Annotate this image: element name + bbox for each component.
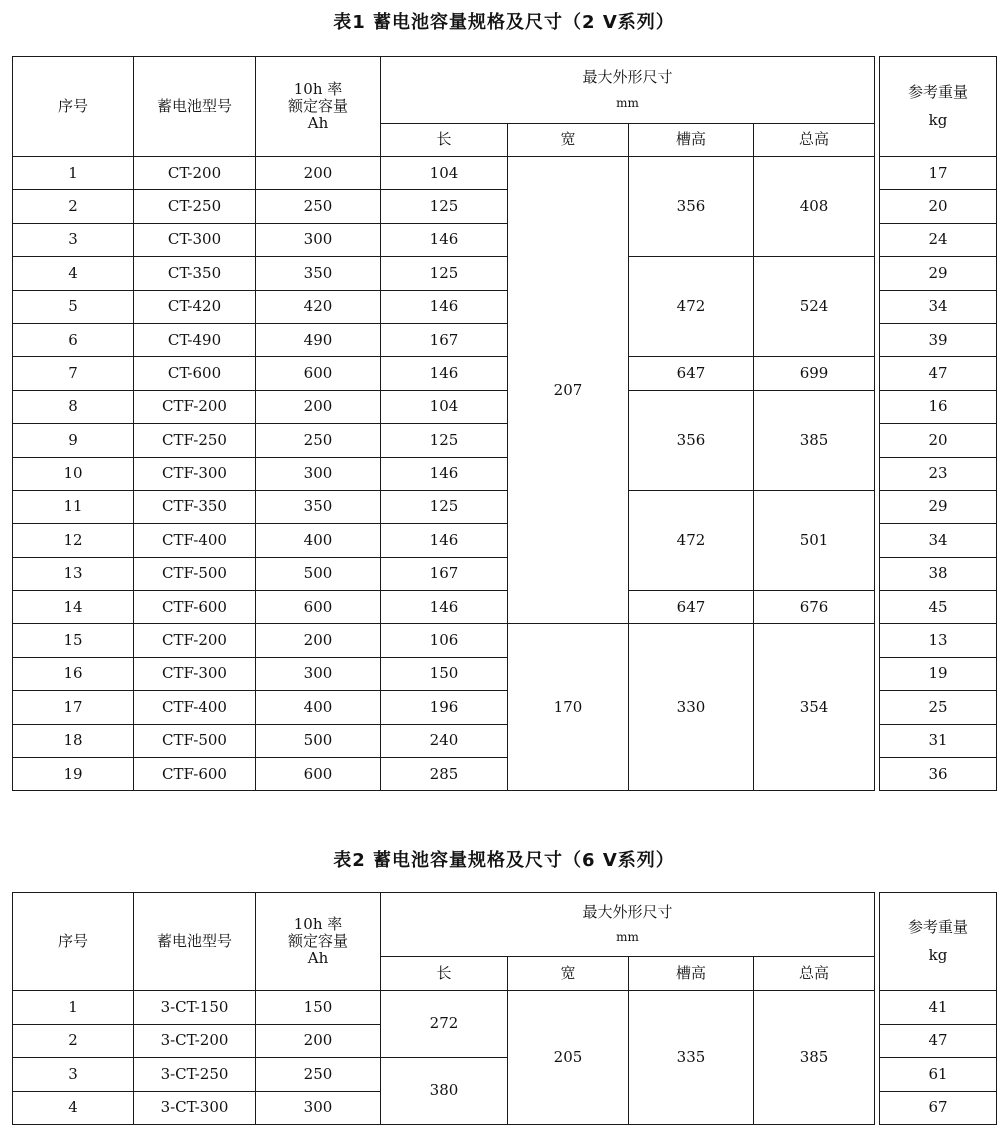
t1-length: 167 <box>381 323 508 356</box>
t1-length: 104 <box>381 390 508 423</box>
t1-capacity: 420 <box>256 290 381 323</box>
t1-model: CT-200 <box>134 157 256 190</box>
t1-weight: 29 <box>880 490 997 523</box>
t2-weight-label: 参考重量 <box>908 918 969 937</box>
t2-header-length: 长 <box>381 957 508 991</box>
t1-header-tank-height: 槽高 <box>629 124 754 157</box>
t1-seq: 5 <box>13 290 134 323</box>
t1-seq: 4 <box>13 257 134 290</box>
t1-model: CT-350 <box>134 257 256 290</box>
t2-tank-height: 335 <box>629 991 754 1125</box>
t1-weight-unit: kg <box>928 110 948 129</box>
t2-dims-label: 最大外形尺寸 <box>582 902 673 921</box>
t1-model: CTF-600 <box>134 758 256 791</box>
t2-capacity: 250 <box>256 1058 381 1092</box>
t1-tank-g7: 330 <box>629 624 754 791</box>
t2-header-width: 宽 <box>508 957 629 991</box>
t2-model: 3-CT-200 <box>134 1024 256 1058</box>
t1-total-g3: 699 <box>754 357 875 390</box>
t2-total-height: 385 <box>754 991 875 1125</box>
t1-capacity: 400 <box>256 691 381 724</box>
t1-seq: 3 <box>13 223 134 256</box>
t1-model: CT-250 <box>134 190 256 223</box>
t1-header-weight <box>880 57 997 157</box>
t2-model: 3-CT-300 <box>134 1091 256 1125</box>
t2-capacity-line1: 10h 率 <box>293 914 343 933</box>
t1-total-g1: 408 <box>754 157 875 257</box>
t1-length: 146 <box>381 591 508 624</box>
t1-capacity: 200 <box>256 624 381 657</box>
t2-seq: 1 <box>13 991 134 1025</box>
t1-seq: 12 <box>13 524 134 557</box>
t1-capacity-line2: 额定容量 <box>287 96 348 115</box>
t1-model: CT-600 <box>134 357 256 390</box>
t1-model: CT-300 <box>134 223 256 256</box>
t1-capacity: 400 <box>256 524 381 557</box>
t1-model: CTF-350 <box>134 490 256 523</box>
t1-capacity: 500 <box>256 724 381 757</box>
t1-length: 125 <box>381 424 508 457</box>
t2-length-272: 272 <box>381 991 508 1058</box>
t1-weight-label: 参考重量 <box>908 83 969 102</box>
t2-capacity: 300 <box>256 1091 381 1125</box>
t1-seq: 1 <box>13 157 134 190</box>
t1-header-length: 长 <box>381 124 508 157</box>
t1-length: 125 <box>381 490 508 523</box>
t1-weight: 45 <box>880 591 997 624</box>
t1-header-capacity <box>256 57 381 157</box>
t2-width: 205 <box>508 991 629 1125</box>
t1-seq: 13 <box>13 557 134 590</box>
t1-length: 196 <box>381 691 508 724</box>
t1-tank-g6: 647 <box>629 591 754 624</box>
t1-seq: 18 <box>13 724 134 757</box>
t1-seq: 9 <box>13 424 134 457</box>
t1-capacity: 250 <box>256 190 381 223</box>
t1-seq: 8 <box>13 390 134 423</box>
t1-seq: 14 <box>13 591 134 624</box>
t1-model: CTF-300 <box>134 457 256 490</box>
t1-weight: 39 <box>880 323 997 356</box>
t1-seq: 15 <box>13 624 134 657</box>
t1-tank-g3: 647 <box>629 357 754 390</box>
t1-length: 150 <box>381 657 508 690</box>
t1-weight: 17 <box>880 157 997 190</box>
t1-width-207: 207 <box>508 157 629 624</box>
t1-header-model: 蓄电池型号 <box>134 57 256 157</box>
t1-width-170: 170 <box>508 624 629 791</box>
t1-weight: 19 <box>880 657 997 690</box>
t1-tank-g4: 356 <box>629 390 754 490</box>
t2-weight: 47 <box>880 1024 997 1058</box>
t1-capacity: 300 <box>256 457 381 490</box>
t1-capacity: 200 <box>256 390 381 423</box>
t1-model: CTF-200 <box>134 624 256 657</box>
t1-capacity: 600 <box>256 591 381 624</box>
t2-header-dims <box>381 893 875 957</box>
t1-length: 125 <box>381 190 508 223</box>
table2 <box>12 892 997 1125</box>
t2-capacity: 200 <box>256 1024 381 1058</box>
t1-model: CTF-400 <box>134 691 256 724</box>
t1-capacity: 350 <box>256 257 381 290</box>
t2-header-capacity <box>256 893 381 991</box>
t1-total-g2: 524 <box>754 257 875 357</box>
t1-model: CT-420 <box>134 290 256 323</box>
t1-header-total-height: 总高 <box>754 124 875 157</box>
t1-model: CTF-600 <box>134 591 256 624</box>
t1-weight: 31 <box>880 724 997 757</box>
t2-capacity: 150 <box>256 991 381 1025</box>
t1-seq: 10 <box>13 457 134 490</box>
t1-capacity: 600 <box>256 357 381 390</box>
t1-seq: 16 <box>13 657 134 690</box>
t1-length: 125 <box>381 257 508 290</box>
t1-capacity: 250 <box>256 424 381 457</box>
t1-seq: 2 <box>13 190 134 223</box>
t2-seq: 2 <box>13 1024 134 1058</box>
t1-weight: 29 <box>880 257 997 290</box>
t1-model: CTF-500 <box>134 557 256 590</box>
t1-weight: 36 <box>880 758 997 791</box>
t1-model: CTF-200 <box>134 390 256 423</box>
t1-weight: 20 <box>880 424 997 457</box>
t1-length: 106 <box>381 624 508 657</box>
t1-total-g4: 385 <box>754 390 875 490</box>
table2-title: 表2 蓄电池容量规格及尺寸（6 V系列） <box>333 850 675 871</box>
t1-length: 146 <box>381 223 508 256</box>
t1-seq: 11 <box>13 490 134 523</box>
t1-weight: 23 <box>880 457 997 490</box>
t2-capacity-unit: Ah <box>307 949 329 968</box>
t2-dims-unit: mm <box>616 930 639 945</box>
t2-model: 3-CT-250 <box>134 1058 256 1092</box>
t1-model: CTF-250 <box>134 424 256 457</box>
t2-header-weight <box>880 893 997 991</box>
t1-length: 146 <box>381 524 508 557</box>
t1-capacity: 490 <box>256 323 381 356</box>
t1-seq: 6 <box>13 323 134 356</box>
t1-capacity: 300 <box>256 657 381 690</box>
t1-tank-g1: 356 <box>629 157 754 257</box>
t2-seq: 3 <box>13 1058 134 1092</box>
t1-dims-label: 最大外形尺寸 <box>582 68 673 87</box>
t1-capacity: 600 <box>256 758 381 791</box>
t1-length: 146 <box>381 457 508 490</box>
t1-seq: 7 <box>13 357 134 390</box>
t1-weight: 38 <box>880 557 997 590</box>
t2-capacity-line2: 额定容量 <box>287 931 348 950</box>
t1-capacity-line1: 10h 率 <box>293 79 343 98</box>
t2-header-seq: 序号 <box>13 893 134 991</box>
t1-weight: 20 <box>880 190 997 223</box>
t1-weight: 24 <box>880 223 997 256</box>
t1-header-seq: 序号 <box>13 57 134 157</box>
t1-tank-g2: 472 <box>629 257 754 357</box>
table1-title: 表1 蓄电池容量规格及尺寸（2 V系列） <box>333 12 675 33</box>
t1-length: 146 <box>381 290 508 323</box>
t2-header-total-height: 总高 <box>754 957 875 991</box>
t1-weight: 34 <box>880 524 997 557</box>
t1-dims-unit: mm <box>616 95 639 110</box>
t1-capacity: 500 <box>256 557 381 590</box>
t1-total-g7: 354 <box>754 624 875 791</box>
t1-total-g6: 676 <box>754 591 875 624</box>
t1-capacity: 300 <box>256 223 381 256</box>
t1-seq: 17 <box>13 691 134 724</box>
t1-length: 285 <box>381 758 508 791</box>
t1-capacity-unit: Ah <box>307 114 329 133</box>
t2-weight: 41 <box>880 991 997 1025</box>
t1-length: 104 <box>381 157 508 190</box>
table1 <box>12 56 997 791</box>
t1-length: 146 <box>381 357 508 390</box>
t1-weight: 25 <box>880 691 997 724</box>
t2-weight: 67 <box>880 1091 997 1125</box>
t1-capacity: 200 <box>256 157 381 190</box>
t1-model: CTF-500 <box>134 724 256 757</box>
t1-header-dims <box>381 57 875 124</box>
t2-header-model: 蓄电池型号 <box>134 893 256 991</box>
t1-weight: 13 <box>880 624 997 657</box>
t1-capacity: 350 <box>256 490 381 523</box>
t1-model: CTF-400 <box>134 524 256 557</box>
t1-weight: 47 <box>880 357 997 390</box>
t1-length: 240 <box>381 724 508 757</box>
t1-header-width: 宽 <box>508 124 629 157</box>
t2-weight: 61 <box>880 1058 997 1092</box>
t1-length: 167 <box>381 557 508 590</box>
t2-model: 3-CT-150 <box>134 991 256 1025</box>
t1-weight: 34 <box>880 290 997 323</box>
t1-model: CT-490 <box>134 323 256 356</box>
t1-weight: 16 <box>880 390 997 423</box>
t1-model: CTF-300 <box>134 657 256 690</box>
t1-seq: 19 <box>13 758 134 791</box>
t2-header-tank-height: 槽高 <box>629 957 754 991</box>
t1-tank-g5: 472 <box>629 490 754 590</box>
t1-total-g5: 501 <box>754 490 875 590</box>
t2-weight-unit: kg <box>928 945 948 964</box>
t2-length-380: 380 <box>381 1058 508 1125</box>
t2-seq: 4 <box>13 1091 134 1125</box>
